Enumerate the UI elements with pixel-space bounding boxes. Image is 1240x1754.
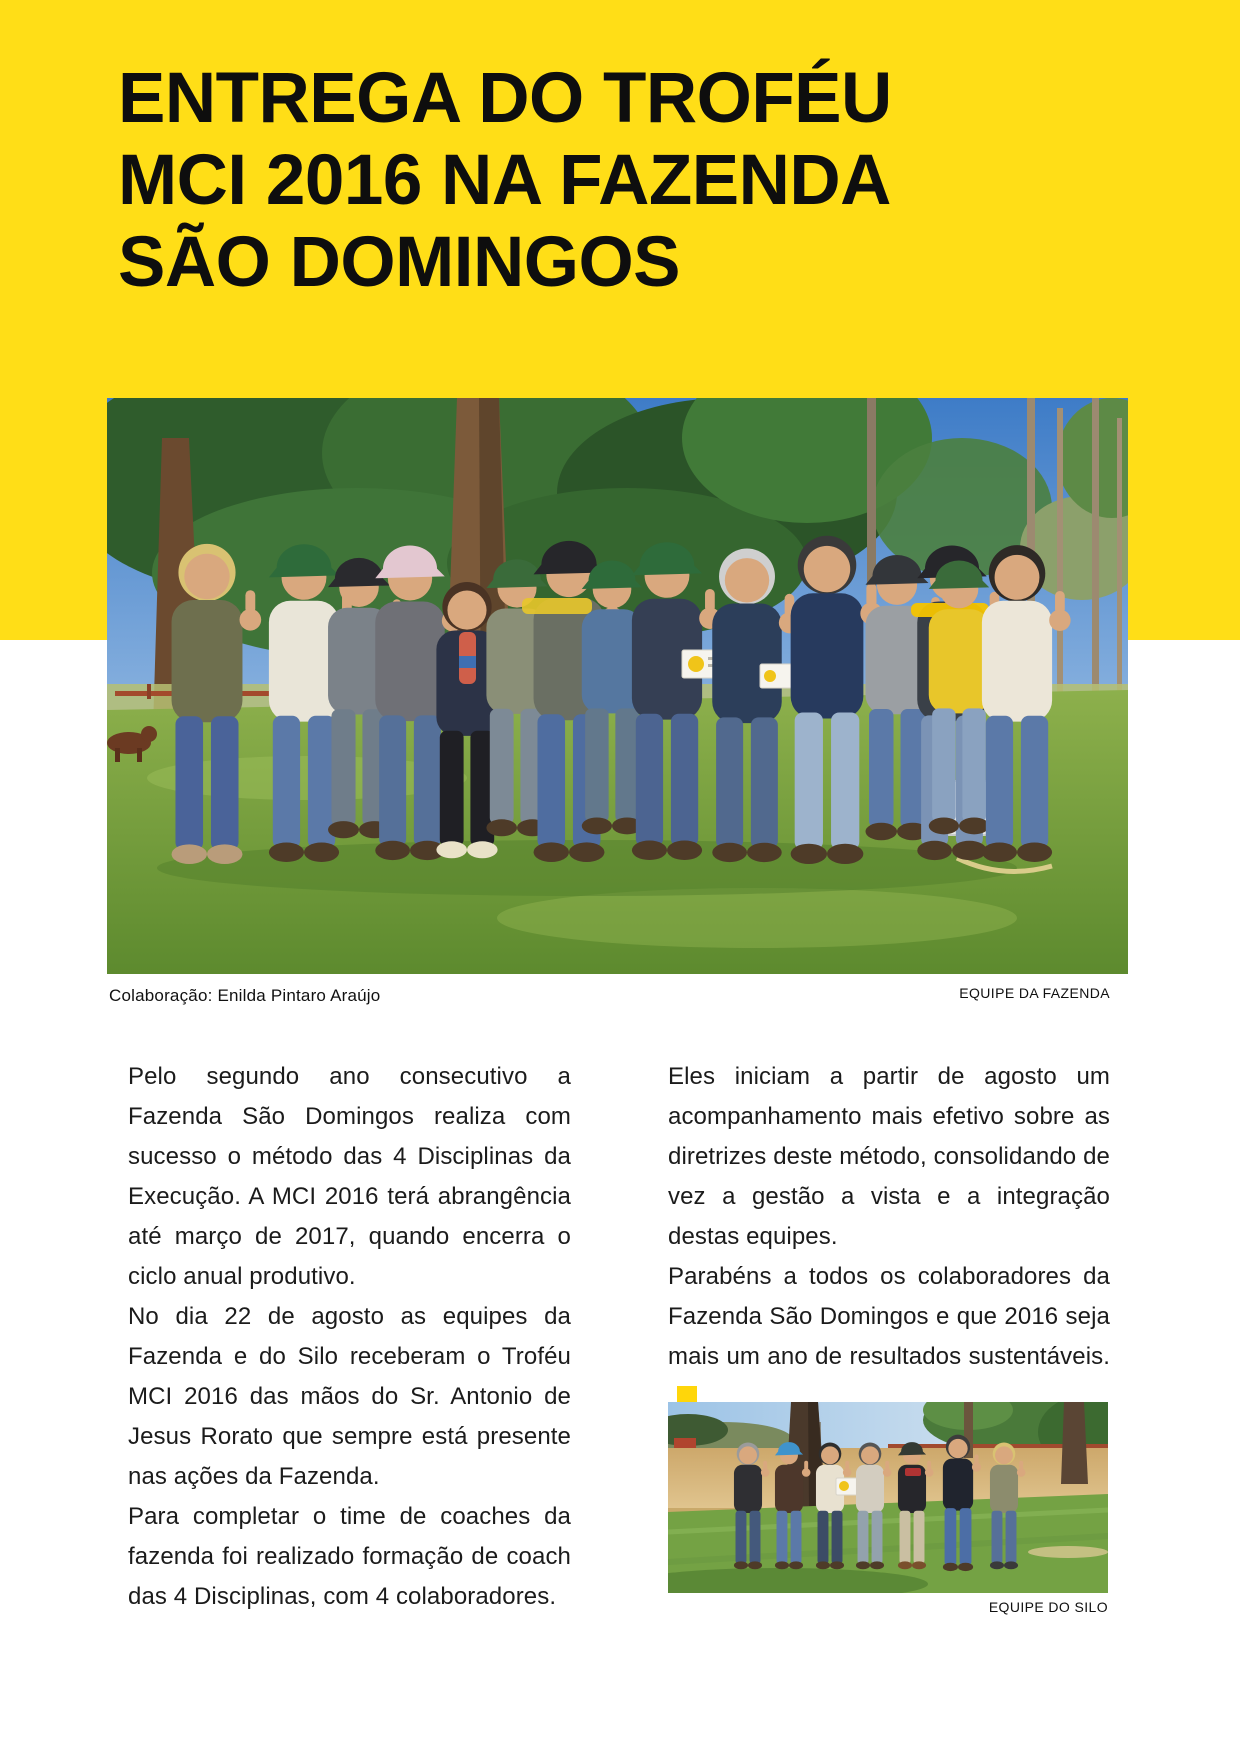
photo-credit: Colaboração: Enilda Pintaro Araújo — [109, 986, 381, 1005]
silo-photo-caption: EQUIPE DO SILO — [988, 1599, 1108, 1615]
article-left-column — [128, 1057, 571, 1617]
paragraph: Eles iniciam a partir de agosto um acompanhamento mais efetivo sobre as diretrizes deste método, consolidando de vez a gestão a vista e a integração destas equipes. — [668, 1063, 1110, 1250]
main-photo — [107, 398, 1128, 974]
paragraph: Pelo segundo ano consecutivo a Fazenda São Domingos realiza com sucesso o método das 4 Disciplinas da Execução. A MCI 2016 terá abrangência até março de 2017, quando encerra o ciclo anual produtivo. — [128, 1063, 571, 1290]
paragraph: No dia 22 de agosto as equipes da Fazenda e do Silo receberam o Troféu MCI 2016 das mãos do Sr. Antonio de Jesus Rorato que sempre está presente nas ações da Fazenda. — [128, 1303, 571, 1490]
title-line-3: SÃO DOMINGOS — [118, 223, 681, 302]
title-line-1: ENTREGA DO TROFÉU — [118, 59, 892, 138]
title-line-2: MCI 2016 NA FAZENDA — [118, 141, 891, 220]
page-title — [118, 58, 892, 304]
article-right-column — [668, 1057, 1110, 1417]
paragraph: Para completar o time de coaches da fazenda foi realizado formação de coach das 4 Disciplinas, com 4 colaboradores. — [128, 1503, 571, 1610]
silo-photo — [668, 1402, 1108, 1593]
paragraph: Parabéns a todos os colaboradores da Fazenda São Domingos e que 2016 seja mais um ano de resultados sustentáveis. — [668, 1257, 1110, 1417]
main-photo-caption: EQUIPE DA FAZENDA — [959, 985, 1110, 1001]
